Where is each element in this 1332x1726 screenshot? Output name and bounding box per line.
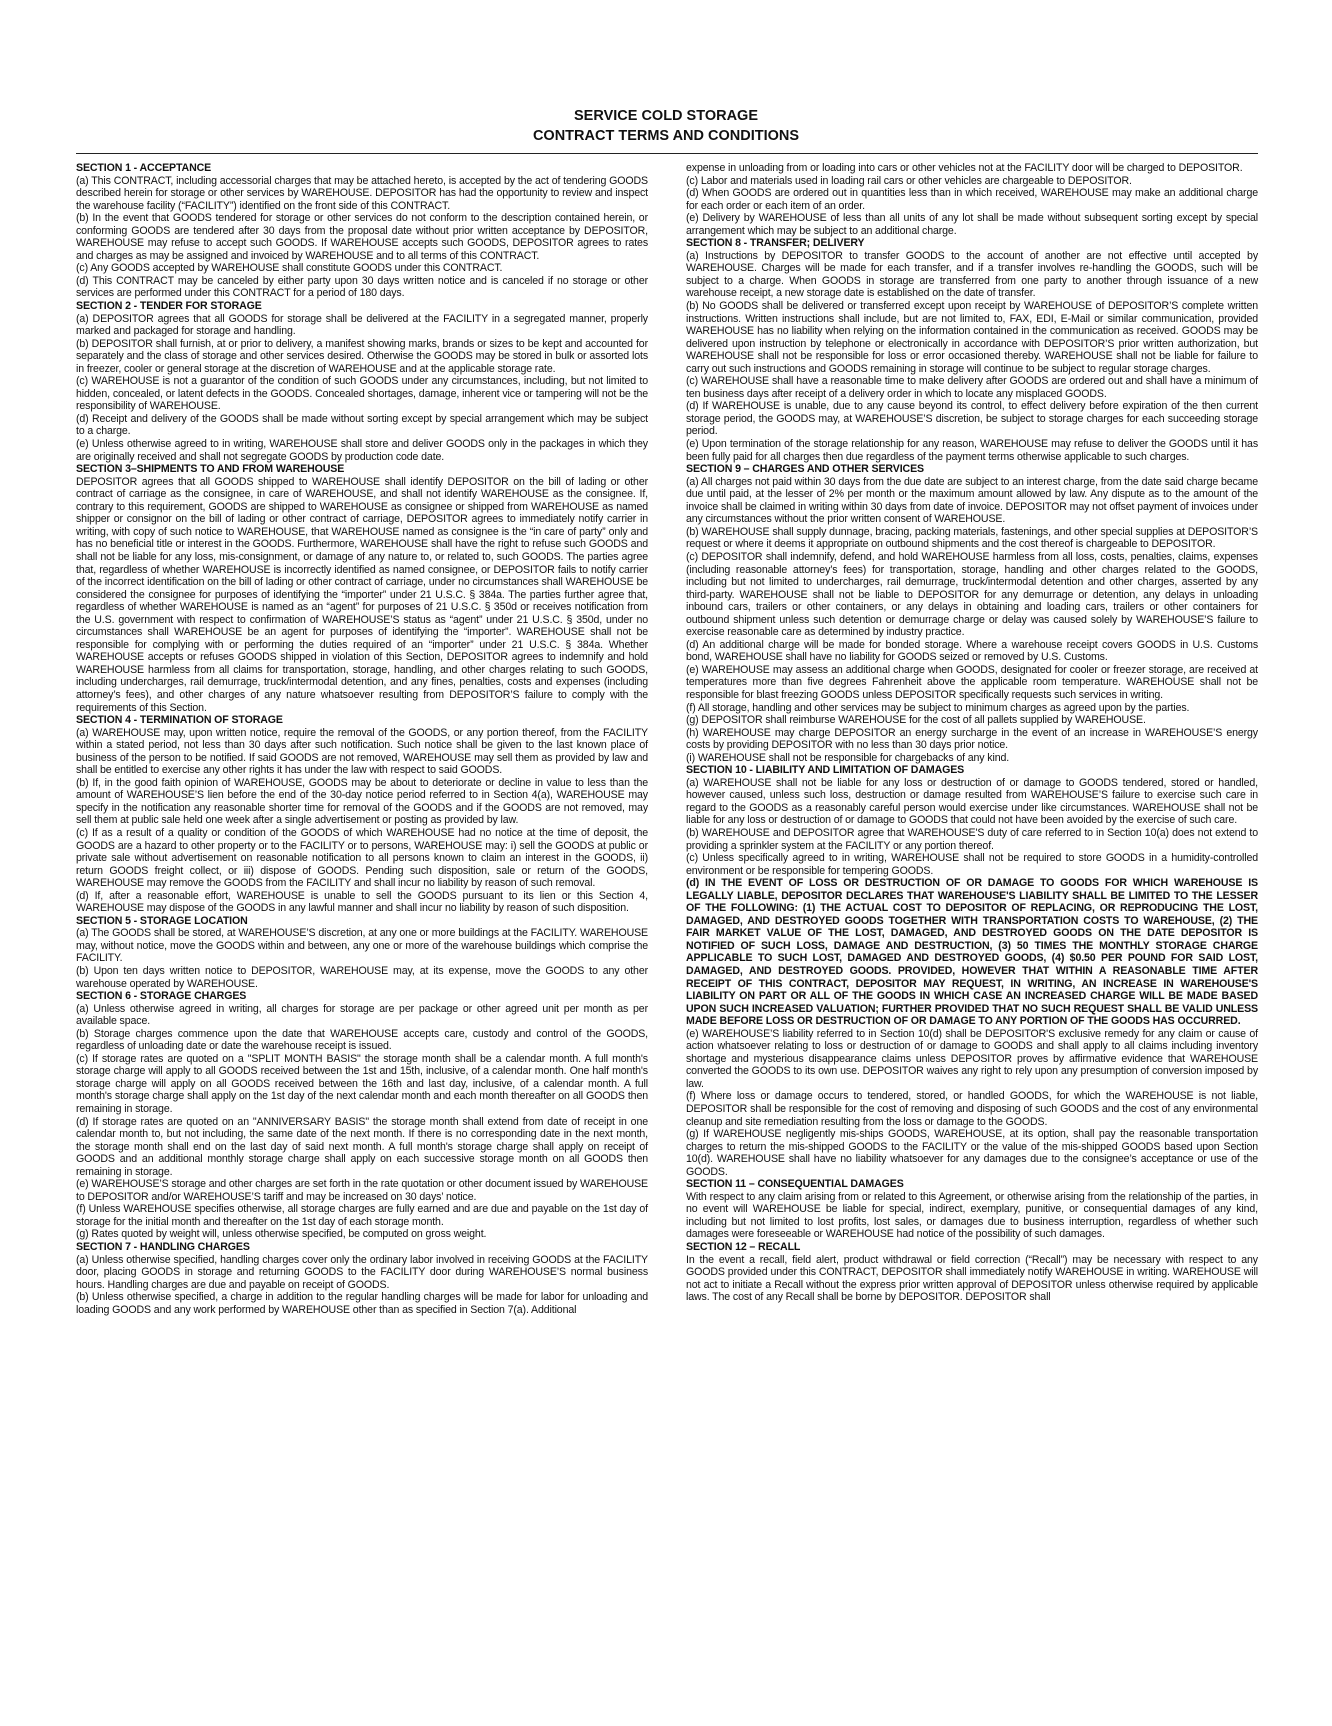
clause-paragraph: (e) Upon termination of the storage relationship for any reason, WAREHOUSE may refuse to deliver the GOODS until it has been fully paid for all charges then due regardless of the payment terms otherwise applicable to such charges. (686, 438, 1258, 463)
clause-paragraph: (i) WAREHOUSE shall not be responsible for chargebacks of any kind. (686, 751, 1010, 764)
clause-paragraph: (d) Receipt and delivery of the GOODS shall be made without sorting except by special arrangement which may be subject to a charge. (76, 412, 648, 438)
section-heading: SECTION 1 - ACCEPTANCE (76, 162, 212, 174)
clause-paragraph: (d) If WAREHOUSE is unable, due to any cause beyond its control, to effect delivery before expiration of the then current storage period, the GOODS may, at WAREHOUSE’S discretion, be subject to storage charges for each succeeding storage period. (686, 400, 1258, 438)
clause-paragraph: (e) Delivery by WAREHOUSE of less than all units of any lot shall be made without subsequent sorting except by special arrangement which may be subject to an additional charge. (686, 212, 1258, 237)
clause-paragraph: (d) An additional charge will be made for bonded storage. Where a warehouse receipt covers GOODS in U.S. Customs bond, WAREHOUSE shall have no liability for GOODS seized or removed by U.S. Customs. (686, 638, 1258, 664)
clause-paragraph: (c) DEPOSITOR shall indemnify, defend, and hold WAREHOUSE harmless from all loss, costs, penalties, claims, expenses (including reasonable attorney’s fees) for transportation, storage, handling and other charges related to the GOODS, including but not limited to undercharges, rail demurrage, truck/intermodal detention and other charges, asserted by any third-party. WAREHOUSE shall not be liable to DEPOSITOR for any demurrage or detention, any delays in unloading inbound cars, trailers or other containers, or any delays in obtaining and loading cars, trailers or other containers for outbound shipment unless such detention or demurrage charge or delay was caused solely by WAREHOUSE’S failure to exercise reasonable care as determined by industry practice. (686, 550, 1258, 639)
section-heading: SECTION 5 - STORAGE LOCATION (76, 914, 248, 927)
left-column (76, 162, 648, 1316)
clause-paragraph: (c) Any GOODS accepted by WAREHOUSE shall constitute GOODS under this CONTRACT. (76, 262, 503, 275)
clause-paragraph: (f) All storage, handling and other services may be subject to minimum charges as agreed upon by the parties. (686, 701, 1190, 714)
clause-paragraph: (c) If as a result of a quality or condition of the GOODS of which WAREHOUSE had no notice at the time of deposit, the GOODS are a hazard to other property or to the FACILITY or to persons, WAREHOUSE may: i) sell the GOODS at public or private sale without advertisement on reasonable notification to all persons known to claim an interest in the GOODS, ii) return GOODS freight collect, or iii) dispose of GOODS. Pending such disposition, sale or return of the GOODS, WAREHOUSE may remove the GOODS from the FACILITY and shall incur no liability by reason of such removal. (76, 826, 648, 890)
clause-paragraph: expense in unloading from or loading into cars or other vehicles not at the FACILITY door will be charged to DEPOSITOR. (686, 162, 1243, 174)
clause-paragraph: (b) DEPOSITOR shall furnish, at or prior to delivery, a manifest showing marks, brands or sizes to be kept and accounted for separately and the class of storage and other services desired. Otherwise the GOODS may be stored in bulk or assorted lots in freezer, cooler or general storage at the discretion of WAREHOUSE and at the applicable storage rate. (76, 337, 648, 375)
section-heading: SECTION 7 - HANDLING CHARGES (76, 1241, 250, 1254)
clause-paragraph: (c) Labor and materials used in loading rail cars or other vehicles are chargeable to DEPOSITOR. (686, 174, 1132, 187)
clause-paragraph: (b) If, in the good faith opinion of WAREHOUSE, GOODS may be about to deteriorate or decline in value to less than the amount of WAREHOUSE’S lien before the end of the 30-day notice period referred to in Section 4(a), WAREHOUSE may specify in the notification any reasonable shorter time for removal of the GOODS and if the GOODS are not removed, may sell them at public sale held one week after a single advertisement or posting as provided by law. (76, 776, 648, 827)
clause-paragraph: (f) Where loss or damage occurs to tendered, stored, or handled GOODS, for which the WAREHOUSE is not liable, DEPOSITOR shall be responsible for the cost of removing and disposing of such GOODS and the cost of any environmental cleanup and site remediation resulting from the loss or damage to the GOODS. (686, 1090, 1258, 1128)
clause-paragraph: (b) WAREHOUSE shall supply dunnage, bracing, packing materials, fastenings, and other special supplies at DEPOSITOR’S request or where it deems it appropriate on outbound shipments and the cost thereof is chargeable to DEPOSITOR. (686, 525, 1258, 551)
clause-paragraph: (d) IN THE EVENT OF LOSS OR DESTRUCTION OF OR DAMAGE TO GOODS FOR WHICH WAREHOUSE IS LEGALLY LIABLE, DEPOSITOR DECLARES THAT WAREHOUSE'S LIABILITY SHALL BE LIMITED TO THE LESSER OF THE FOLLOWING: (1) THE ACTUAL COST TO DEPOSITOR OF REPLACING, OR REPRODUCING THE LOST, DAMAGED, AND DESTROYED GOODS TOGETHER WITH TRANSPORTATION COSTS TO WAREHOUSE, (2) THE FAIR MARKET VALUE OF THE LOST, DAMAGED, AND DESTROYED GOODS ON THE DATE DEPOSITOR IS NOTIFIED OF SUCH LOSS, DAMAGE AND DESTRUCTION, (3) 50 TIMES THE MONTHLY STORAGE CHARGE APPLICABLE TO SUCH LOST, DAMAGED AND DESTROYED GOODS, (4) $0.50 PER POUND FOR SAID LOST, DAMAGED, AND DESTROYED GOODS. PROVIDED, HOWEVER THAT WITHIN A REASONABLE TIME AFTER RECEIPT OF THIS CONTRACT, DEPOSITOR MAY REQUEST, IN WRITING, AN INCREASE IN WAREHOUSE'S LIABILITY ON PART OR ALL OF THE GOODS IN WHICH CASE AN INCREASED CHARGE WILL BE MADE BASED UPON SUCH INCREASED VALUATION; FURTHER PROVIDED THAT NO SUCH REQUEST SHALL BE VALID UNLESS MADE BEFORE LOSS OR DESTRUCTION OF OR DAMAGE TO ANY PORTION OF THE GOODS HAS OCCURRED. (686, 877, 1258, 1028)
document-subtitle: CONTRACT TERMS AND CONDITIONS (532, 128, 800, 144)
section-heading: SECTION 4 - TERMINATION OF STORAGE (76, 714, 283, 727)
clause-paragraph: (g) If WAREHOUSE negligently mis-ships GOODS, WAREHOUSE, at its option, shall pay the reasonable transportation charges to return the mis-shipped GOODS to the FACILITY or the value of the mis-shipped GOODS based upon Section 10(d). WAREHOUSE shall have no liability whatsoever for any damages due to the consignee’s acceptance or use of the GOODS. (686, 1128, 1258, 1178)
clause-paragraph: (c) WAREHOUSE is not a guarantor of the condition of such GOODS under any circumstances, including, but not limited to hidden, concealed, or latent defects in the GOODS. Concealed shortages, damage, inherent vice or tampering will not be the responsibility of WAREHOUSE. (76, 375, 648, 413)
clause-paragraph: (f) Unless WAREHOUSE specifies otherwise, all storage charges are fully earned and are due and payable on the 1st day of storage for the initial month and thereafter on the 1st day of each storage month. (76, 1203, 648, 1228)
clause-paragraph: (a) The GOODS shall be stored, at WAREHOUSE’S discretion, at any one or more buildings at the FACILITY. WAREHOUSE may, without notice, move the GOODS within and between, any one or more of the warehouse buildings which comprise the FACILITY. (76, 927, 648, 965)
clause-paragraph: (a) WAREHOUSE shall not be liable for any loss or destruction of or damage to GOODS tendered, stored or handled, however caused, unless such loss, destruction or damage resulted from WAREHOUSE’S failure to exercise such care in regard to the GOODS as a reasonably careful person would exercise under like circumstances. WAREHOUSE shall not be liable for any loss or destruction of or damage to GOODS that could not have been avoided by the exercise of such care. (686, 776, 1258, 827)
section-heading: SECTION 11 – CONSEQUENTIAL DAMAGES (686, 1178, 904, 1191)
clause-paragraph: (c) WAREHOUSE shall have a reasonable time to make delivery after GOODS are ordered out and shall have a minimum of ten business days after receipt of a delivery order in which to locate any misplaced GOODS. (686, 375, 1258, 400)
clause-paragraph: (a) Unless otherwise specified, handling charges cover only the ordinary labor involved in receiving GOODS at the FACILITY door, placing GOODS in storage and returning GOODS to the FACILITY door during WAREHOUSE’S normal business hours. Handling charges are due and payable on receipt of GOODS. (76, 1253, 648, 1291)
section-heading: SECTION 2 - TENDER FOR STORAGE (76, 300, 262, 313)
clause-paragraph: (g) DEPOSITOR shall reimburse WAREHOUSE for the cost of all pallets supplied by WAREHOUSE. (686, 714, 1146, 727)
section-heading: SECTION 6 - STORAGE CHARGES (76, 990, 247, 1003)
right-column (686, 162, 1258, 1304)
document-title: SERVICE COLD STORAGE (574, 108, 758, 124)
clause-paragraph: (c) Unless specifically agreed to in writing, WAREHOUSE shall not be required to store GOODS in a humidity-controlled environment or be responsible for tempering GOODS. (686, 852, 1258, 877)
clause-paragraph: (e) Unless otherwise agreed to in writing, WAREHOUSE shall store and deliver GOODS only in the packages in which they are originally received and shall not segregate GOODS by production code date. (76, 438, 648, 463)
clause-paragraph: (h) WAREHOUSE may charge DEPOSITOR an energy surcharge in the event of an increase in WAREHOUSE’S energy costs by providing DEPOSITOR with no less than 30 days prior notice. (686, 726, 1258, 752)
clause-paragraph: With respect to any claim arising from or related to this Agreement, or otherwise arising from the relationship of the parties, in no event will WAREHOUSE be liable for special, indirect, exemplary, punitive, or consequential damages of any kind, including but not limited to lost profits, lost sales, or damages due to business interruption, regardless of whether such damages were foreseeable or WAREHOUSE had notice of the possibility of such damages. (686, 1190, 1258, 1241)
clause-paragraph: (a) All charges not paid within 30 days from the due date are subject to an interest charge, from the date said charge became due until paid, at the lesser of 2% per month or the maximum amount allowed by law. Any dispute as to the amount of the invoice shall be claimed in writing within 30 days from date of invoice. DEPOSITOR may not offset payment of invoices under any circumstances without the prior written consent of WAREHOUSE. (686, 475, 1258, 526)
document-header (0, 106, 1332, 146)
clause-paragraph: (a) DEPOSITOR agrees that all GOODS for storage shall be delivered at the FACILITY in a segregated manner, properly marked and packaged for storage and handling. (76, 312, 648, 338)
clause-paragraph: (a) Unless otherwise agreed in writing, all charges for storage are per package or other agreed unit per month as per available space. (76, 1002, 648, 1028)
clause-paragraph: (a) WAREHOUSE may, upon written notice, require the removal of the GOODS, or any portion thereof, from the FACILITY within a stated period, not less than 30 days after such notification. Such notice shall be given to the last known place of business of the person to be notified. If said GOODS are not removed, WAREHOUSE may sell them as provided by law and shall be entitled to exercise any other rights it has under the law with respect to said GOODS. (76, 726, 648, 777)
clause-paragraph: (b) WAREHOUSE and DEPOSITOR agree that WAREHOUSE'S duty of care referred to in Section 10(a) does not extend to providing a sprinkler system at the FACILITY or any portion thereof. (686, 826, 1258, 852)
clause-paragraph: (d) If, after a reasonable effort, WAREHOUSE is unable to sell the GOODS pursuant to its lien or this Section 4, WAREHOUSE may dispose of the GOODS in any lawful manner and shall incur no liability by reason of such disposition. (76, 889, 648, 915)
clause-paragraph: (b) No GOODS shall be delivered or transferred except upon receipt by WAREHOUSE of DEPOSITOR’S complete written instructions. Written instructions shall include, but are not limited to, FAX, EDI, E-Mail or similar communication, provided WAREHOUSE has no liability when relying on the information contained in the communication as received. GOODS may be delivered upon instruction by telephone or electronically in accordance with DEPOSITOR’S prior written authorization, but WAREHOUSE shall not be responsible for loss or error occasioned thereby. WAREHOUSE shall not be liable for failure to carry out such instructions and GOODS remaining in storage will continue to be subject to regular storage charges. (686, 300, 1258, 375)
section-heading: SECTION 8 - TRANSFER; DELIVERY (686, 237, 865, 250)
clause-paragraph: (g) Rates quoted by weight will, unless otherwise specified, be computed on gross weight. (76, 1228, 487, 1241)
clause-paragraph: (b) In the event that GOODS tendered for storage or other services do not conform to the description contained herein, or conforming GOODS are tendered after 30 days from the proposal date without prior written acceptance by DEPOSITOR, WAREHOUSE may refuse to accept such GOODS. If WAREHOUSE accepts such GOODS, DEPOSITOR agrees to rates and charges as may be assigned and invoiced by WAREHOUSE and to all terms of this CONTRACT. (76, 212, 648, 262)
clause-paragraph: (b) Upon ten days written notice to DEPOSITOR, WAREHOUSE may, at its expense, move the GOODS to any other warehouse operated by WAREHOUSE. (76, 965, 648, 990)
clause-paragraph: (b) Storage charges commence upon the date that WAREHOUSE accepts care, custody and control of the GOODS, regardless of unloading date or date the warehouse receipt is issued. (76, 1027, 648, 1053)
clause-paragraph: (a) This CONTRACT, including accessorial charges that may be attached hereto, is accepted by the act of tendering GOODS described herein for storage or other services by WAREHOUSE. DEPOSITOR has had the opportunity to review and inspect the warehouse facility (“FACILITY”) identified on the front side of this CONTRACT. (76, 174, 648, 212)
header-divider (76, 153, 1258, 154)
clause-paragraph: (e) WAREHOUSE’S storage and other charges are set forth in the rate quotation or other document issued by WAREHOUSE to DEPOSITOR and/or WAREHOUSE’S tariff and may be increased on 30 days’ notice. (76, 1178, 648, 1203)
section-heading: SECTION 9 – CHARGES AND OTHER SERVICES (686, 463, 924, 476)
clause-paragraph: (b) Unless otherwise specified, a charge in addition to the regular handling charges will be made for labor for unloading and loading GOODS and any work performed by WAREHOUSE other than as specified in Section 7(a). Additional (76, 1291, 648, 1316)
section-heading: SECTION 12 – RECALL (686, 1241, 801, 1254)
clause-paragraph: (d) If storage rates are quoted on an "ANNIVERSARY BASIS" the storage month shall extend from date of receipt in one calendar month to, but not including, the same date of the next month. If there is no corresponding date in the next month, the storage month shall end on the last day of said next month. A full month's storage charge shall apply on receipt of GOODS and an additional monthly storage charge shall apply on each successive storage month on all GOODS then remaining in storage. (76, 1115, 648, 1178)
clause-paragraph: DEPOSITOR agrees that all GOODS shipped to WAREHOUSE shall identify DEPOSITOR on the bill of lading or other contract of carriage as the consignee, in care of WAREHOUSE, and shall not identify WAREHOUSE as the consignee. If, contrary to this requirement, GOODS are shipped to WAREHOUSE as consignee or shipped from WAREHOUSE as named shipper or consignor on the bill of lading or other contract of carriage, DEPOSITOR agrees to immediately notify carrier in writing, with copy of such notice to WAREHOUSE, that WAREHOUSE named as consignee is the “in care of party” only and has no beneficial title or interest in the GOODS. Furthermore, WAREHOUSE shall have the right to refuse such GOODS and shall not be liable for any loss, mis-consignment, or damage of any nature to, or related to, such GOODS. The parties agree that, regardless of whether WAREHOUSE is incorrectly identified as named consignee, or DEPOSITOR fails to notify carrier of the incorrect identification on the bill of lading or other contract of carriage, under no circumstances shall WAREHOUSE be considered the consignee for purposes of identifying the “importer” under 21 U.S.C. § 384a. The parties further agree that, regardless of whether WAREHOUSE is named as an “agent” for purposes of 21 U.S.C. § 350d or receives notification from the U.S. government with respect to confirmation of WAREHOUSE’S status as “agent” under 21 U.S.C. § 350d, under no circumstances shall WAREHOUSE be an agent for purposes of identifying the “importer”. WAREHOUSE shall not be responsible for complying with or performing the duties required of an “importer” under 21 U.S.C. § 384a. Whether WAREHOUSE accepts or refuses GOODS shipped in violation of this Section, DEPOSITOR agrees to indemnify and hold WAREHOUSE harmless from all claims for transportation, storage, handling, and other charges relating to such GOODS, including undercharges, rail demurrage, truck/intermodal detention, and any fines, penalties, costs and expenses (including attorney’s fees), and other charges of any nature whatsoever resulting from DEPOSITOR’S failure to comply with the requirements of this Section. (76, 475, 648, 714)
clause-paragraph: In the event a recall, field alert, product withdrawal or field correction (“Recall”) may be necessary with respect to any GOODS provided under this CONTRACT, DEPOSITOR shall immediately notify WAREHOUSE in writing. WAREHOUSE will not act to initiate a Recall without the express prior written approval of DEPOSITOR unless otherwise required by applicable laws. The cost of any Recall shall be borne by DEPOSITOR. DEPOSITOR shall (686, 1253, 1258, 1304)
clause-paragraph: (d) This CONTRACT may be canceled by either party upon 30 days written notice and is canceled if no storage or other services are performed under this CONTRACT for a period of 180 days. (76, 274, 648, 300)
clause-paragraph: (c) If storage rates are quoted on a "SPLIT MONTH BASIS" the storage month shall be a calendar month. A full month's storage charge will apply to all GOODS received between the 1st and 15th, inclusive, of a calendar month. One half month's storage charge will apply on all GOODS received between the 16th and last day, inclusive, of a calendar month. A full month's storage charge shall apply on the 1st day of the next calendar month and each month thereafter on all GOODS then remaining in storage. (76, 1052, 648, 1116)
clause-paragraph: (e) WAREHOUSE may assess an additional charge when GOODS, designated for cooler or freezer storage, are received at temperatures more than five degrees Fahrenheit above the applicable room temperature. WAREHOUSE shall not be responsible for blast freezing GOODS unless DEPOSITOR specifically requests such services in writing. (686, 663, 1258, 701)
section-heading: SECTION 10 - LIABILITY AND LIMITATION OF DAMAGES (686, 764, 965, 777)
clause-paragraph: (d) When GOODS are ordered out in quantities less than in which received, WAREHOUSE may make an additional charge for each order or each item of an order. (686, 187, 1258, 212)
clause-paragraph: (a) Instructions by DEPOSITOR to transfer GOODS to the account of another are not effective until accepted by WAREHOUSE. Charges will be made for each transfer, and if a transfer involves re-handling the GOODS, such will be subject to a charge. When GOODS in storage are transferred from one party to another through issuance of a new warehouse receipt, a new storage date is established on the date of transfer. (686, 249, 1258, 300)
section-heading: SECTION 3–SHIPMENTS TO AND FROM WAREHOUSE (76, 463, 345, 476)
clause-paragraph: (e) WAREHOUSE’S liability referred to in Section 10(d) shall be DEPOSITOR'S exclusive remedy for any claim or cause of action whatsoever relating to loss or destruction of or damage to GOODS and shall apply to all claims including inventory shortage and mysterious disappearance claims unless DEPOSITOR proves by affirmative evidence that WAREHOUSE converted the GOODS to its own use. DEPOSITOR waives any right to rely upon any presumption of conversion imposed by law. (686, 1027, 1258, 1090)
